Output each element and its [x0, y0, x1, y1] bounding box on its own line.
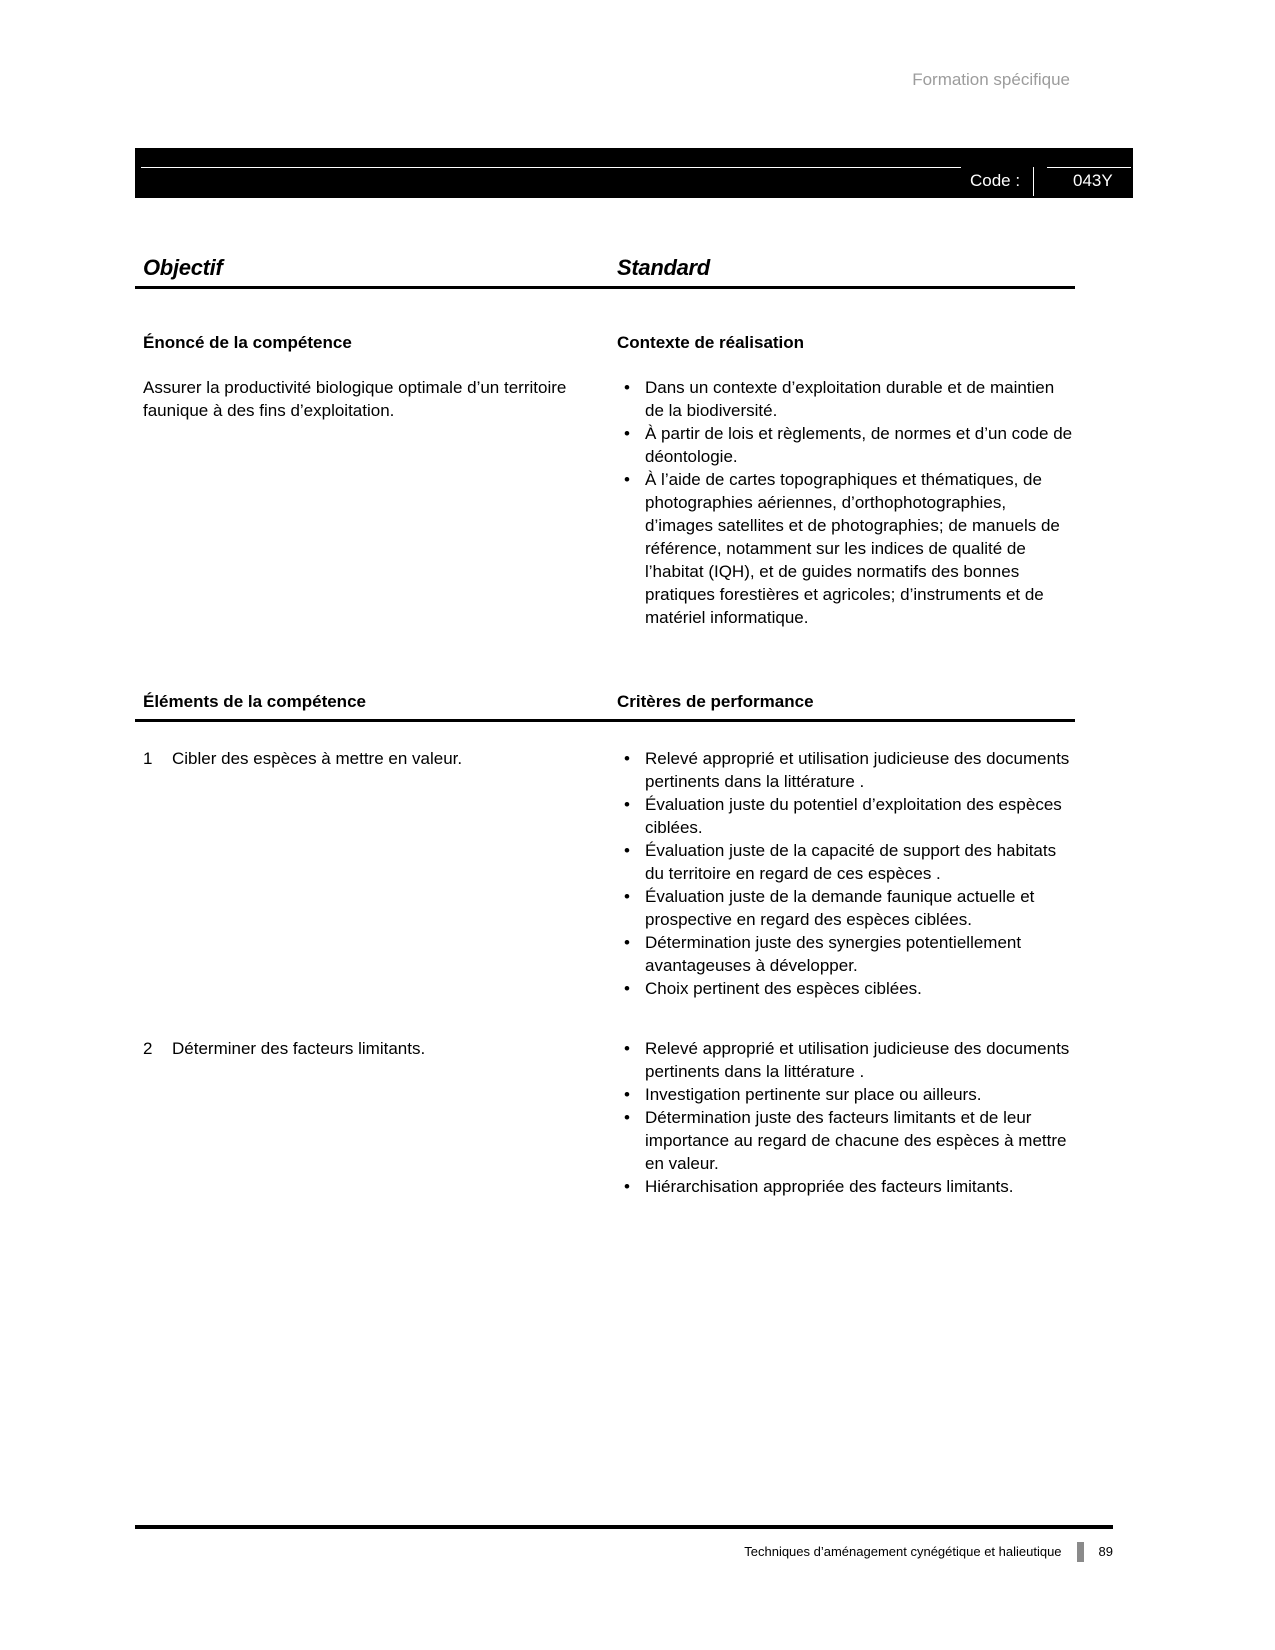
code-label: Code : — [970, 171, 1021, 190]
bullet-item: • À l’aide de cartes topographiques et thématiques, de photographies aériennes, d’orthophotographies, d’images satellites et de photographies; de manuels de référence, notamment sur les indices de qualité de l’habitat (IQH), et de guides normatifs des bonnes pratiques forestières et agricoles; d’instruments et de matériel informatique. — [617, 468, 1075, 629]
objectif-title: Objectif — [143, 255, 223, 280]
criteria-cell — [617, 1037, 1075, 1198]
elements-heading: Éléments de la compétence — [143, 692, 366, 711]
column-headers — [135, 256, 1075, 289]
code-bar-top-rule — [141, 167, 961, 168]
bullet-item: • Détermination juste des synergies potentiellement avantageuses à développer. — [617, 931, 1075, 977]
contexte-cell — [617, 331, 1075, 629]
footer-rule — [135, 1525, 1113, 1529]
element-cell — [135, 1037, 617, 1198]
bullet-item: • Relevé approprié et utilisation judicieuse des documents pertinents dans la littérature . — [617, 747, 1075, 793]
code-value: 043Y — [1073, 171, 1113, 190]
section-number: 1 — [143, 749, 153, 768]
competence-context-row — [135, 331, 1075, 629]
enonce-text: Assurer la productivité biologique optimale d’un territoire faunique à des fins d’exploitation. — [143, 378, 567, 420]
criteria-cell — [617, 747, 1075, 1000]
criteria-bullet-list — [617, 1037, 1075, 1198]
footer-row — [135, 1542, 1113, 1562]
section-element-text: Cibler des espèces à mettre en valeur. — [172, 749, 463, 768]
running-header: Formation spécifique — [912, 70, 1070, 89]
criteres-heading: Critères de performance — [617, 692, 814, 711]
sections-container — [135, 747, 1075, 1198]
bullet-item: • Dans un contexte d’exploitation durable et de maintien de la biodiversité. — [617, 376, 1075, 422]
footer-title: Techniques d’aménagement cynégétique et halieutique — [744, 1544, 1062, 1559]
contexte-bullet-list — [617, 376, 1075, 629]
bullet-item: • Évaluation juste de la capacité de support des habitats du territoire en regard de ces espèces . — [617, 839, 1075, 885]
bullet-item: • Détermination juste des facteurs limitants et de leur importance au regard de chacune des espèces à mettre en valeur. — [617, 1106, 1075, 1175]
bullet-item: • À partir de lois et règlements, de normes et d’un code de déontologie. — [617, 422, 1075, 468]
code-cell-top-border — [1047, 167, 1131, 168]
content-area — [135, 256, 1075, 1198]
standard-title: Standard — [617, 255, 710, 280]
bullet-item: • Choix pertinent des espèces ciblées. — [617, 977, 1075, 1000]
bullet-item: • Évaluation juste de la demande faunique actuelle et prospective en regard des espèces ciblées. — [617, 885, 1075, 931]
code-cell-separator — [1033, 167, 1034, 196]
elements-criteres-headers — [135, 690, 1075, 722]
criteria-bullet-list — [617, 747, 1075, 1000]
section-number: 2 — [143, 1039, 153, 1058]
code-bar — [135, 148, 1133, 198]
footer-divider-bar — [1077, 1542, 1084, 1562]
bullet-item: • Hiérarchisation appropriée des facteurs limitants. — [617, 1175, 1075, 1198]
bullet-item: • Relevé approprié et utilisation judicieuse des documents pertinents dans la littérature . — [617, 1037, 1075, 1083]
page-number: 89 — [1098, 1544, 1113, 1559]
element-cell — [135, 747, 617, 1000]
section-row — [135, 1037, 1075, 1198]
section-element-text: Déterminer des facteurs limitants. — [172, 1039, 426, 1058]
contexte-heading: Contexte de réalisation — [617, 333, 805, 352]
bullet-item: • Évaluation juste du potentiel d’exploitation des espèces ciblées. — [617, 793, 1075, 839]
enonce-cell — [135, 331, 617, 629]
bullet-item: • Investigation pertinente sur place ou ailleurs. — [617, 1083, 1075, 1106]
section-row — [135, 747, 1075, 1000]
page-footer — [135, 1525, 1113, 1562]
enonce-heading: Énoncé de la compétence — [143, 333, 352, 352]
